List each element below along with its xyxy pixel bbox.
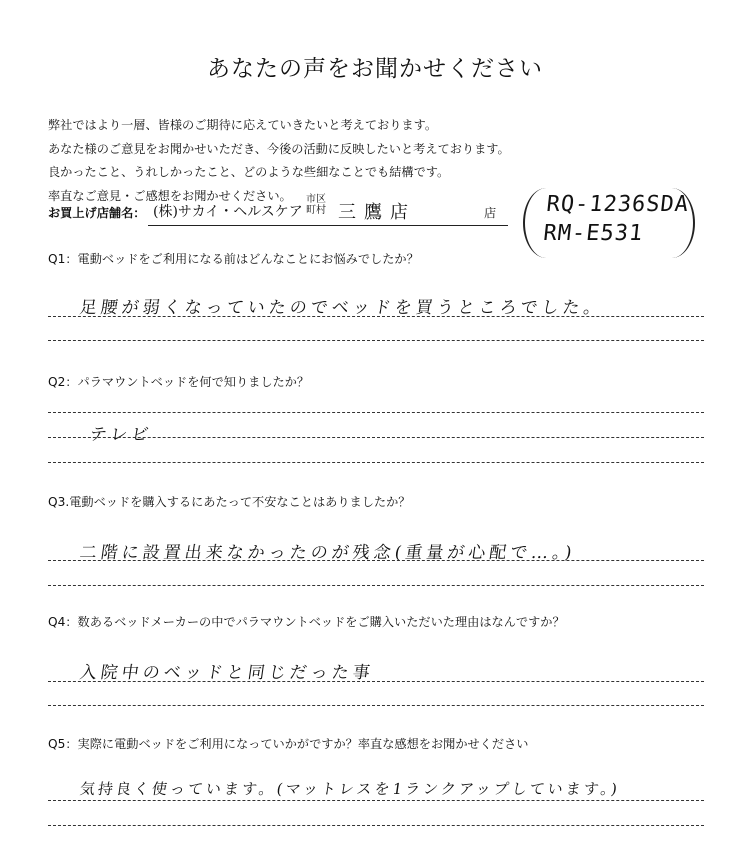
- question-5: Q5：実際に電動ベッドをご利用になっていかがですか？率直な感想をお聞かせください: [48, 737, 529, 751]
- page-title: あなたの声をお聞かせください: [207, 56, 543, 82]
- answer-line: [48, 800, 704, 801]
- ward-label: [304, 194, 328, 216]
- answer-3-handwritten: 二階に設置出来なかったのが残念(重量が心配で…。): [78, 543, 577, 563]
- store-label: お買上げ店舗名：: [48, 206, 146, 220]
- answer-1-handwritten: 足腰が弱くなっていたのでベッドを買うところでした。: [78, 298, 606, 318]
- store-name-handwritten: 三鷹店: [338, 202, 416, 223]
- intro-line: あなた様のご意見をお聞かせいただき、今後の活動に反映したいと考えております。: [48, 141, 510, 156]
- question-4: Q4：数あるベッドメーカーの中でパラマウントベッドをご購入いただいた理由はなんですか？: [48, 615, 565, 629]
- model-line: RM-E531: [542, 221, 645, 246]
- answer-5-handwritten: 気持良く使っています。(マットレスを1ランクアップしています。): [78, 780, 622, 798]
- model-line: RQ-1236SDA: [545, 192, 691, 217]
- intro-line: 率直なご意見・ご感想をお聞かせください。: [48, 188, 292, 203]
- answer-4-handwritten: 入院中のベッドと同じだった事: [78, 663, 376, 683]
- answer-line: [48, 316, 704, 317]
- store-company-handwritten: (株)サカイ・ヘルスケア: [153, 204, 303, 220]
- question-1: Q1：電動ベッドをご利用になる前はどんなことにお悩みでしたか？: [48, 252, 419, 266]
- question-3: Q3.電動ベッドを購入するにあたって不安なことはありましたか？: [48, 495, 411, 509]
- ward-label-top: 市区: [306, 194, 326, 205]
- answer-line: [48, 681, 704, 682]
- store-suffix: 店: [484, 206, 497, 220]
- ward-label-bottom: 町村: [306, 205, 326, 216]
- answer-2-handwritten: テレビ: [88, 425, 154, 445]
- intro-line: 弊社ではより一層、皆様のご期待に応えていきたいと考えております。: [48, 118, 438, 132]
- model-numbers-handwritten: [542, 190, 691, 248]
- answer-line: [48, 705, 704, 706]
- answer-line: [48, 437, 704, 438]
- answer-line: [48, 412, 704, 413]
- answer-line: [48, 462, 704, 463]
- intro-text: [48, 114, 510, 208]
- store-underline: [148, 225, 508, 226]
- answer-line: [48, 585, 704, 586]
- question-2: Q2：パラマウントベッドを何で知りましたか？: [48, 375, 310, 389]
- answer-line: [48, 825, 704, 826]
- intro-line: 良かったこと、うれしかったこと、どのような些細なことでも結構です。: [48, 165, 450, 179]
- answer-line: [48, 340, 704, 341]
- answer-line: [48, 560, 704, 561]
